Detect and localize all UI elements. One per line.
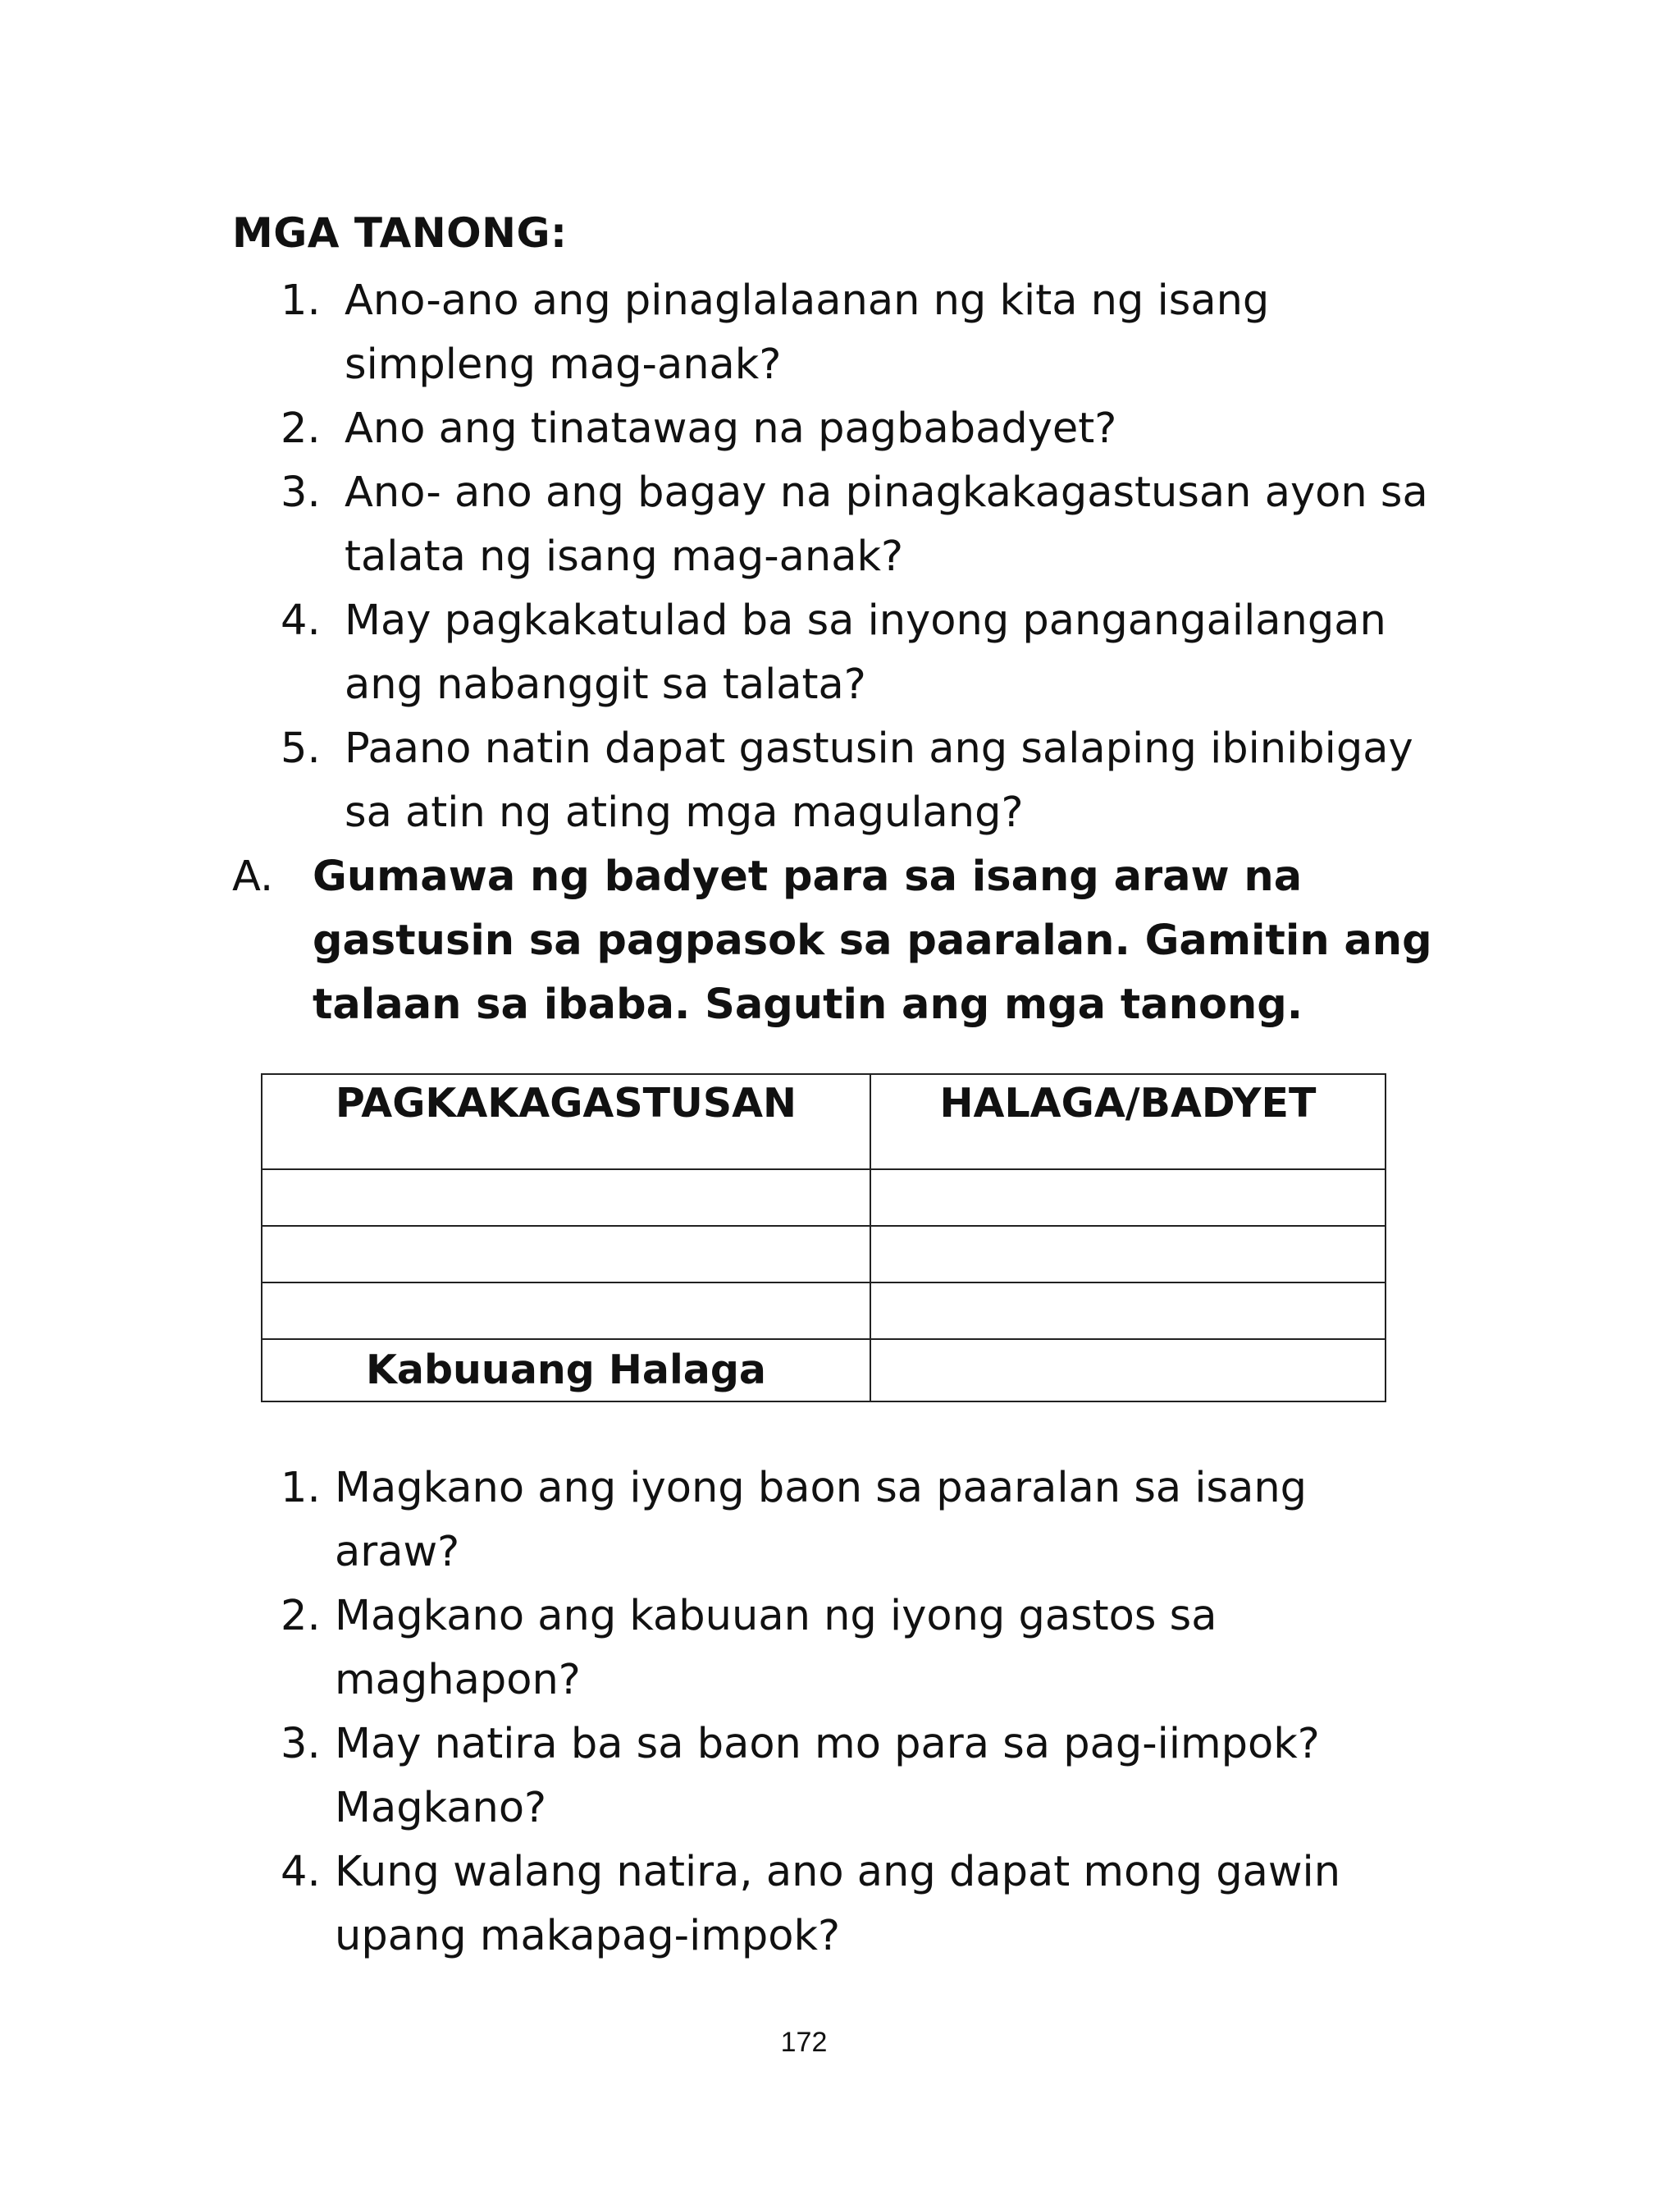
list-item [271, 461, 1436, 589]
table-header-row [262, 1074, 1386, 1169]
budget-table [261, 1073, 1386, 1402]
list-item [271, 1712, 1436, 1840]
list-item [271, 269, 1436, 397]
list-item [271, 397, 1436, 461]
amount-cell[interactable] [870, 1226, 1386, 1282]
expense-cell[interactable] [262, 1226, 870, 1282]
list-item [271, 589, 1436, 717]
item-number: 2. [281, 1592, 321, 1640]
section-instruction: Gumawa ng badyet para sa isang araw na gastusin sa pagpasok sa paaralan. Gamitin ang talaan sa ibaba. Sagutin ang mga tanong. [313, 853, 1432, 1029]
total-label: Kabuuang Halaga [262, 1339, 870, 1401]
questions-heading: MGA TANONG: [232, 209, 568, 257]
header-expenses: PAGKAKAGASTUSAN [262, 1074, 870, 1169]
item-number: 1. [281, 277, 321, 325]
table-row [262, 1169, 1386, 1226]
table-row [262, 1282, 1386, 1339]
amount-cell[interactable] [870, 1169, 1386, 1226]
item-number: 3. [281, 469, 321, 517]
item-text: Ano- ano ang bagay na pinagkakagastusan ayon sa talata ng isang mag-anak? [345, 469, 1428, 581]
page-number: 172 [780, 2027, 828, 2058]
item-text: Ano ang tinatawag na pagbabadyet? [345, 405, 1117, 453]
list-item [271, 717, 1436, 845]
followup-questions-list [271, 1456, 1436, 1968]
table-row [262, 1226, 1386, 1282]
expense-cell[interactable] [262, 1169, 870, 1226]
header-amount: HALAGA/BADYET [870, 1074, 1386, 1169]
expense-cell[interactable] [262, 1282, 870, 1339]
questions-list [271, 269, 1436, 845]
item-number: 4. [281, 597, 321, 645]
item-text: Magkano ang iyong baon sa paaralan sa isang araw? [335, 1464, 1308, 1576]
total-amount-cell[interactable] [870, 1339, 1386, 1401]
total-row [262, 1339, 1386, 1401]
item-text: Paano natin dapat gastusin ang salaping ibinibigay sa atin ng ating mga magulang? [345, 725, 1413, 837]
section-letter: A. [232, 853, 274, 901]
item-number: 3. [281, 1720, 321, 1768]
item-text: May pagkakatulad ba sa inyong pangangailangan ang nabanggit sa talata? [345, 597, 1386, 709]
amount-cell[interactable] [870, 1282, 1386, 1339]
item-text: Kung walang natira, ano ang dapat mong gawin upang makapag-impok? [335, 1848, 1341, 1960]
item-text: Magkano ang kabuuan ng iyong gastos sa maghapon? [335, 1592, 1217, 1704]
list-item [271, 1456, 1436, 1584]
item-text: Ano-ano ang pinaglalaanan ng kita ng isang simpleng mag-anak? [345, 277, 1270, 389]
item-number: 1. [281, 1464, 321, 1512]
list-item [271, 1584, 1436, 1712]
item-number: 4. [281, 1848, 321, 1896]
item-number: 2. [281, 405, 321, 453]
item-number: 5. [281, 725, 321, 773]
list-item [271, 1840, 1436, 1968]
item-text: May natira ba sa baon mo para sa pag-iimpok? Magkano? [335, 1720, 1320, 1832]
